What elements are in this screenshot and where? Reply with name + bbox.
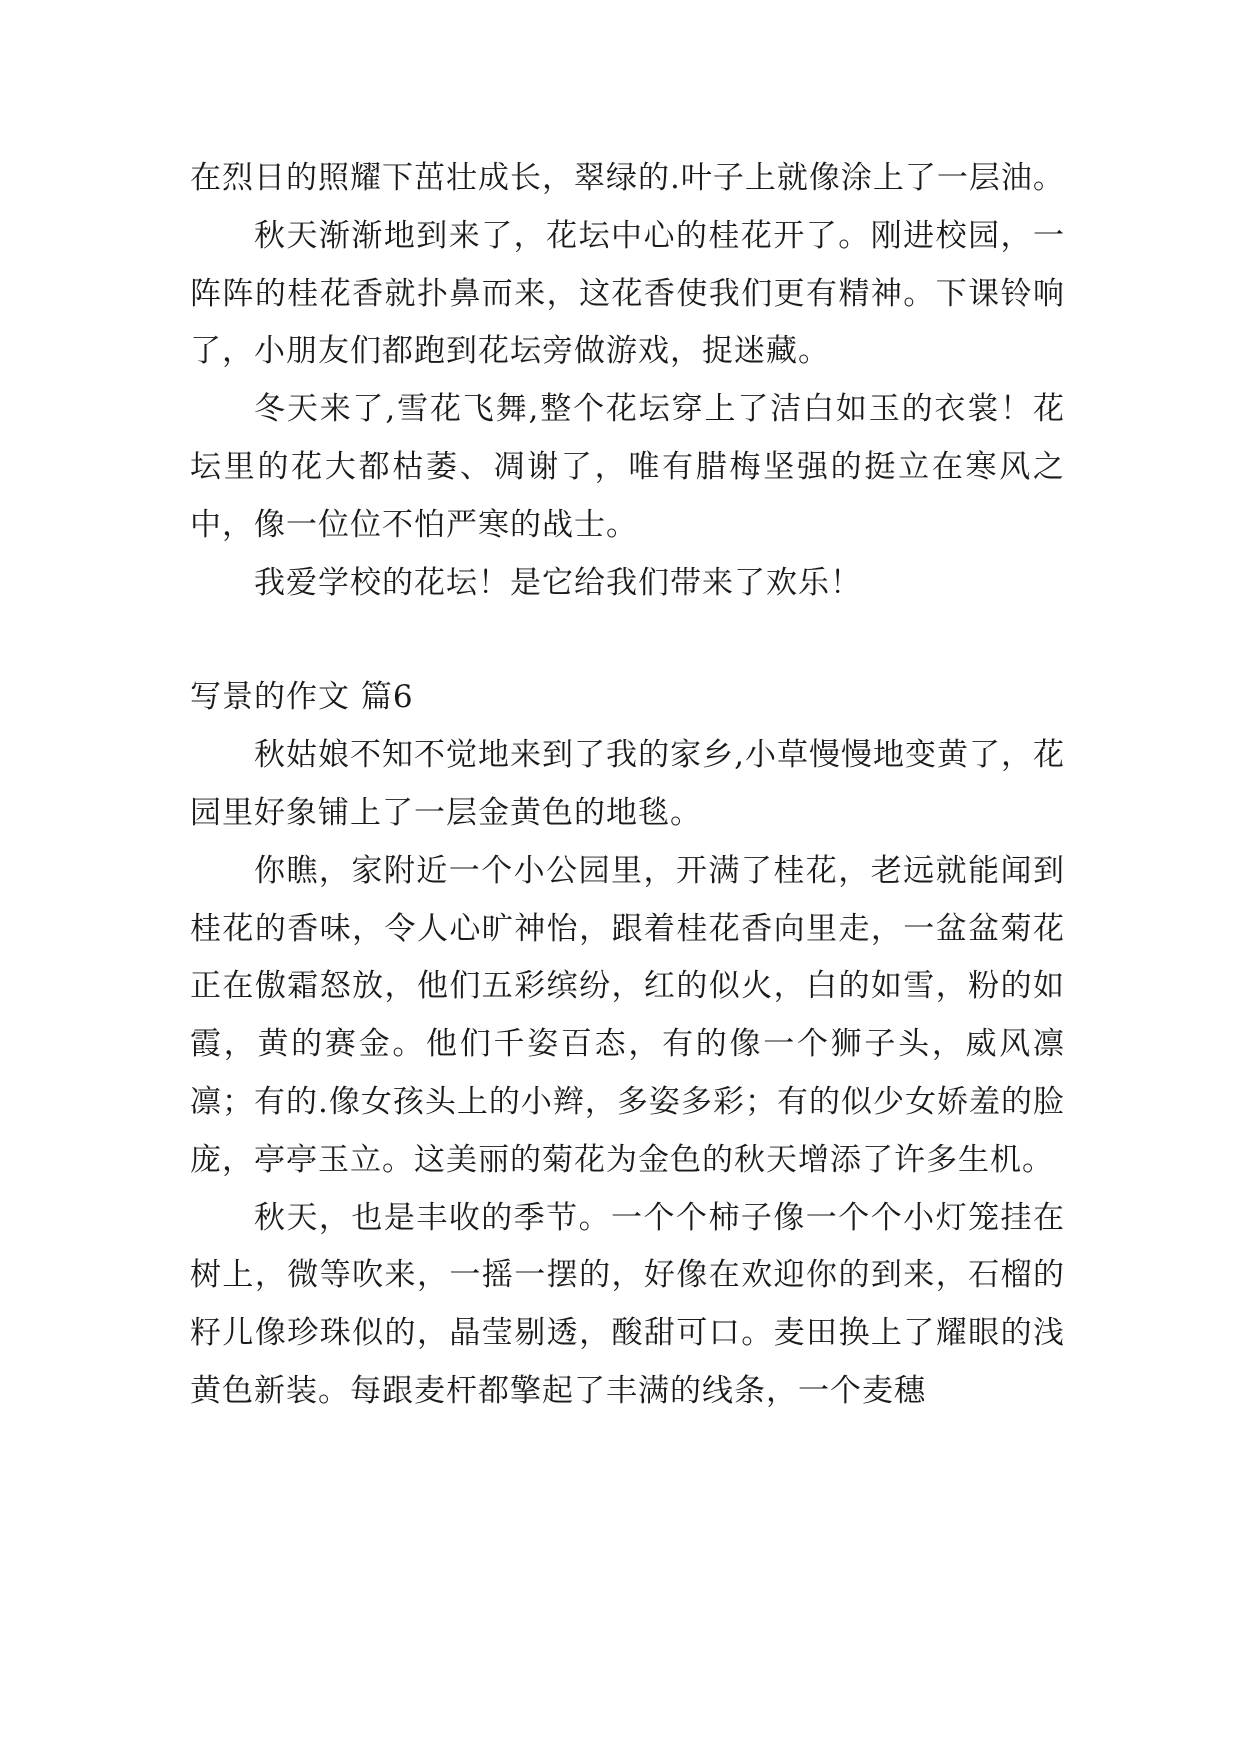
- paragraph-autumn-arrives: 秋姑娘不知不觉地来到了我的家乡,小草慢慢地变黄了，花园里好象铺上了一层金黄色的地毯。: [190, 737, 1065, 831]
- paragraph-continued: 在烈日的照耀下茁壮成长，翠绿的.叶子上就像涂上了一层油。: [190, 160, 1065, 196]
- paragraph-harvest: 秋天，也是丰收的季节。一个个柿子像一个个小灯笼挂在树上，微等吹来，一摇一摆的，好像在欢迎你的到来，石榴的籽儿像珍珠似的，晶莹剔透，酸甜可口。麦田换上了耀眼的浅黄色新装。每跟麦杆都擎起了丰满的线条，一个麦穗: [190, 1199, 1065, 1409]
- paragraph-love-flowerbed: 我爱学校的花坛！是它给我们带来了欢乐！: [254, 564, 862, 601]
- paragraph-autumn-campus: 秋天渐渐地到来了，花坛中心的桂花开了。刚进校园，一阵阵的桂花香就扑鼻而来，这花香使我们更有精神。下课铃响了，小朋友们都跑到花坛旁做游戏，捉迷藏。: [190, 217, 1065, 370]
- document-body: [190, 150, 1065, 1421]
- section-title: 写景的作文 篇6: [190, 679, 414, 716]
- paragraph-winter-campus: 冬天来了,雪花飞舞,整个花坛穿上了洁白如玉的衣裳！花坛里的花大都枯萎、凋谢了，唯有腊梅坚强的挺立在寒风之中，像一位位不怕严寒的战士。: [190, 391, 1065, 543]
- paragraph-chrysanthemums: 你瞧，家附近一个小公园里，开满了桂花，老远就能闻到桂花的香味，令人心旷神怡，跟着桂花香向里走，一盆盆菊花正在傲霜怒放，他们五彩缤纷，红的似火，白的如雪，粉的如霞，黄的赛金。他们千姿百态，有的像一个狮子头，威风凛凛；有的.像女孩头上的小辫，多姿多彩；有的似少女娇羞的脸庞，亭亭玉立。这美丽的菊花为金色的秋天增添了许多生机。: [190, 852, 1065, 1178]
